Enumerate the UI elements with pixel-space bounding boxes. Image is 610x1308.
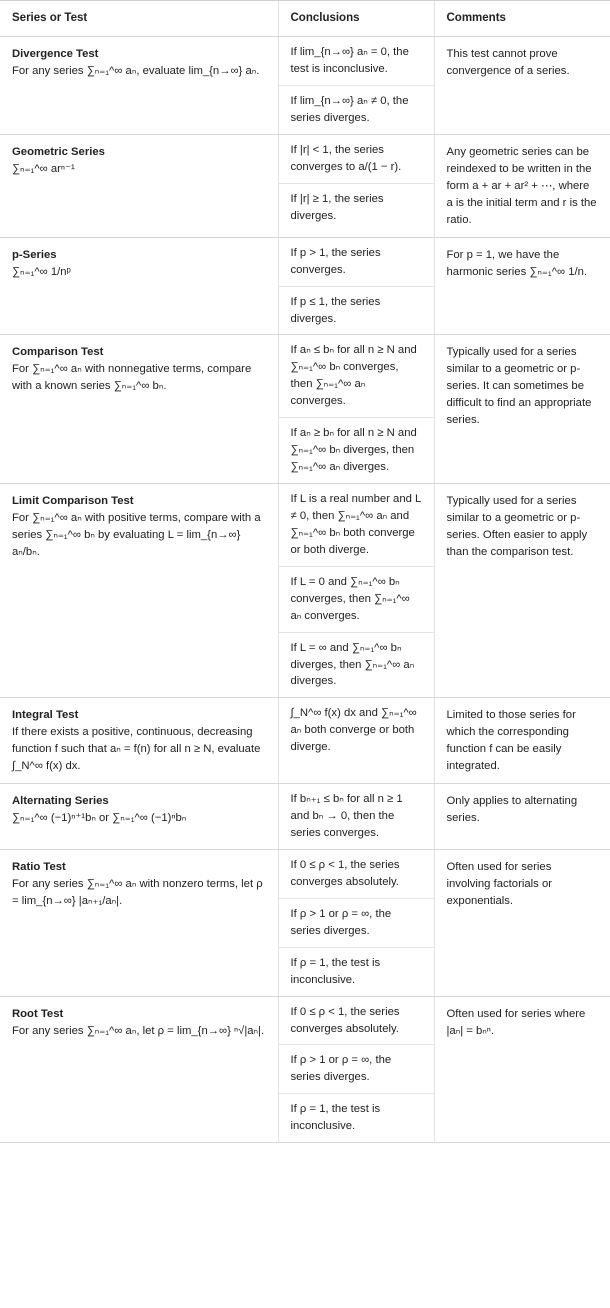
conclusions-cell — [278, 237, 434, 335]
table-row — [0, 335, 610, 484]
conclusion-item: If ρ > 1 or ρ = ∞, the series diverges. — [279, 1045, 434, 1094]
test-name: Limit Comparison Test — [12, 495, 134, 507]
test-description: ∑ₙ₌₁^∞ arⁿ⁻¹ — [12, 162, 75, 175]
test-name: Divergence Test — [12, 48, 99, 61]
header-row — [0, 1, 610, 37]
conclusion-item: If 0 ≤ ρ < 1, the series converges absolutely. — [279, 850, 434, 899]
test-cell-divergence-test — [0, 37, 278, 135]
conclusion-item: If |r| ≥ 1, the series diverges. — [290, 192, 384, 222]
test-description: For any series ∑ₙ₌₁^∞ aₙ, evaluate lim_{n→∞} aₙ. — [12, 65, 260, 78]
conclusion-item: If lim_{n→∞} aₙ ≠ 0, the series diverges. — [290, 95, 409, 125]
table-row — [0, 784, 610, 850]
test-name: Geometric Series — [12, 146, 105, 158]
conclusion-item: If lim_{n→∞} aₙ = 0, the test is inconclusive. — [279, 37, 434, 86]
test-description: For ∑ₙ₌₁^∞ aₙ with nonnegative terms, compare with a known series ∑ₙ₌₁^∞ bₙ. — [12, 363, 252, 393]
test-description: ∑ₙ₌₁^∞ 1/nᵖ — [12, 265, 71, 278]
header-conclusions: Conclusions — [278, 1, 434, 37]
test-name: Integral Test — [12, 709, 79, 722]
conclusion-item: If ρ > 1 or ρ = ∞, the series diverges. — [279, 899, 434, 948]
comment-cell: Often used for series where |aₙ| = bₙⁿ. — [434, 996, 610, 1143]
comment-cell: Any geometric series can be reindexed to be written in the form a + ar + ar² + ⋯, where a is the initial term and r is the ratio. — [434, 135, 610, 238]
test-description: If there exists a positive, continuous, decreasing function f such that aₙ = f(n) for all n ≥ N, evaluate ∫_N^∞ f(x) dx. — [12, 726, 261, 773]
table-body — [0, 37, 610, 1143]
conclusions-cell — [278, 135, 434, 238]
test-description: For any series ∑ₙ₌₁^∞ aₙ with nonzero terms, let ρ = lim_{n→∞} |aₙ₊₁/aₙ|. — [12, 877, 263, 907]
conclusion-item: If p ≤ 1, the series diverges. — [290, 295, 381, 325]
conclusion-item: If ρ = 1, the test is inconclusive. — [290, 956, 381, 986]
conclusion-item: If aₙ ≤ bₙ for all n ≥ N and ∑ₙ₌₁^∞ bₙ converges, then ∑ₙ₌₁^∞ aₙ converges. — [279, 335, 434, 418]
test-description: For any series ∑ₙ₌₁^∞ aₙ, let ρ = lim_{n→∞} ⁿ√|aₙ|. — [12, 1024, 265, 1037]
conclusion-item: If aₙ ≥ bₙ for all n ≥ N and ∑ₙ₌₁^∞ bₙ diverges, then ∑ₙ₌₁^∞ aₙ diverges. — [290, 427, 417, 474]
conclusion-item: If |r| < 1, the series converges to a/(1 − r). — [279, 135, 434, 184]
conclusion-item: If p > 1, the series converges. — [279, 238, 434, 287]
table-row — [0, 698, 610, 784]
test-description: For ∑ₙ₌₁^∞ aₙ with positive terms, compare with a series ∑ₙ₌₁^∞ bₙ by evaluating L = lim_{n→∞} aₙ/bₙ. — [12, 511, 261, 558]
comment-cell: This test cannot prove convergence of a series. — [434, 37, 610, 135]
conclusions-cell — [278, 849, 434, 996]
conclusions-cell — [278, 698, 434, 784]
conclusion-item: ∫_N^∞ f(x) dx and ∑ₙ₌₁^∞ aₙ both converge or both diverge. — [290, 707, 417, 754]
table-row — [0, 484, 610, 698]
test-name: Comparison Test — [12, 346, 104, 359]
test-name: Root Test — [12, 1007, 64, 1020]
conclusion-item: If 0 ≤ ρ < 1, the series converges absolutely. — [279, 997, 434, 1046]
test-cell-integral-test — [0, 698, 278, 784]
test-cell-geometric-series — [0, 135, 278, 238]
comment-cell: Often used for series involving factorials or exponentials. — [434, 849, 610, 996]
test-name: Alternating Series — [12, 795, 109, 808]
conclusions-cell — [278, 784, 434, 850]
test-cell-comparison-test — [0, 335, 278, 484]
test-cell-ratio-test — [0, 849, 278, 996]
test-name: p-Series — [12, 248, 57, 261]
table-row — [0, 237, 610, 335]
table-row — [0, 996, 610, 1143]
table-row — [0, 135, 610, 238]
conclusions-cell — [278, 335, 434, 484]
comment-cell: Typically used for a series similar to a geometric or p-series. It can sometimes be difficult to find an appropriate series. — [434, 335, 610, 484]
conclusion-item: If ρ = 1, the test is inconclusive. — [290, 1103, 381, 1133]
test-cell-p-series — [0, 237, 278, 335]
comment-cell: Limited to those series for which the corresponding function f can be easily integrated. — [434, 698, 610, 784]
comment-cell: Only applies to alternating series. — [434, 784, 610, 850]
conclusions-cell — [278, 484, 434, 698]
comment-cell: Typically used for a series similar to a geometric or p-series. Often easier to apply than the comparison test. — [434, 484, 610, 698]
conclusion-item: If bₙ₊₁ ≤ bₙ for all n ≥ 1 and bₙ → 0, then the series converges. — [290, 793, 403, 839]
header-comments: Comments — [434, 1, 610, 37]
comment-cell: For p = 1, we have the harmonic series ∑ₙ₌₁^∞ 1/n. — [434, 237, 610, 335]
header-series: Series or Test — [0, 1, 278, 37]
conclusion-item: If L is a real number and L ≠ 0, then ∑ₙ₌₁^∞ aₙ and ∑ₙ₌₁^∞ bₙ both converge or both diverge. — [279, 484, 434, 567]
table-row — [0, 849, 610, 996]
test-cell-root-test — [0, 996, 278, 1143]
test-cell-alternating-series — [0, 784, 278, 850]
test-name: Ratio Test — [12, 860, 66, 873]
table-row — [0, 37, 610, 135]
conclusion-item: If L = ∞ and ∑ₙ₌₁^∞ bₙ diverges, then ∑ₙ₌₁^∞ aₙ diverges. — [290, 641, 415, 688]
conclusions-cell — [278, 996, 434, 1143]
test-description: ∑ₙ₌₁^∞ (−1)ⁿ⁺¹bₙ or ∑ₙ₌₁^∞ (−1)ⁿbₙ — [12, 812, 187, 825]
conclusions-cell — [278, 37, 434, 135]
conclusion-item: If L = 0 and ∑ₙ₌₁^∞ bₙ converges, then ∑ₙ₌₁^∞ aₙ converges. — [279, 567, 434, 633]
test-cell-limit-comparison-test — [0, 484, 278, 698]
